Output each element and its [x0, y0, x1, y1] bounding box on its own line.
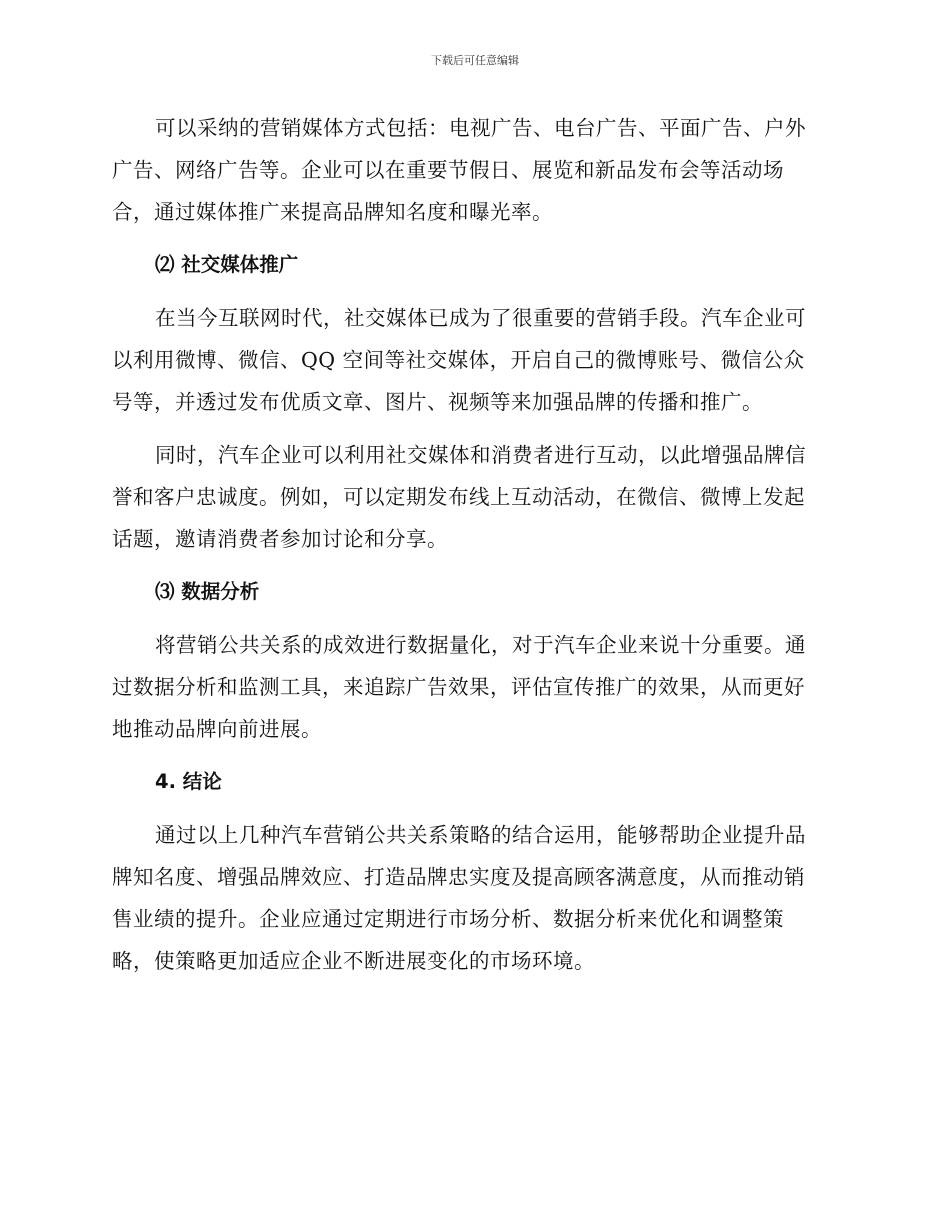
text-line: 誉和客户忠诚度。例如，可以定期发布线上互动活动，在微信、微博上发起: [112, 485, 805, 509]
page-header: 下载后可任意编辑: [431, 54, 519, 67]
text-line: 广告、网络广告等。企业可以在重要节假日、展览和新品发布会等活动场: [112, 158, 784, 182]
text-line: 过数据分析和监测工具，来追踪广告效果，评估宣传推广的效果，从而更好: [112, 675, 805, 699]
text-line: 售业绩的提升。企业应通过定期进行市场分析、数据分析来优化和调整策: [112, 907, 784, 931]
document-body: [112, 107, 832, 982]
paragraph-social-media: [112, 297, 832, 423]
text-line: 同时，汽车企业可以利用社交媒体和消费者进行互动，以此增强品牌信: [155, 443, 806, 467]
text-line: 通过以上几种汽车营销公共关系策略的结合运用，能够帮助企业提升品: [155, 823, 806, 847]
text-line: 话题，邀请消费者参加讨论和分享。: [112, 527, 448, 551]
text-line: 略，使策略更加适应企业不断进展变化的市场环境。: [112, 949, 595, 973]
paragraph-interaction: [112, 434, 832, 560]
section-heading-data-analysis: ⑶ 数据分析: [155, 580, 260, 603]
text-line: 号等，并透过发布优质文章、图片、视频等来加强品牌的传播和推广。: [112, 390, 763, 414]
text-line: 合，通过媒体推广来提高品牌知名度和曝光率。: [112, 200, 553, 224]
paragraph-media-methods: [112, 107, 832, 233]
text-line: 地推动品牌向前进展。: [112, 717, 322, 741]
text-line: 牌知名度、增强品牌效应、打造品牌忠实度及提高顾客满意度，从而推动销: [112, 865, 805, 889]
section-heading-social-media: ⑵ 社交媒体推广: [155, 253, 299, 276]
section-heading-conclusion: 4. 结论: [155, 770, 222, 793]
text-line: 可以采纳的营销媒体方式包括：电视广告、电台广告、平面广告、户外: [155, 116, 806, 140]
paragraph-conclusion: [112, 814, 832, 982]
text-line: 以利用微博、微信、QQ 空间等社交媒体，开启自己的微博账号、微信公众: [112, 348, 805, 372]
text-line: 将营销公共关系的成效进行数据量化，对于汽车企业来说十分重要。通: [155, 633, 806, 657]
paragraph-data-analysis: [112, 624, 832, 750]
text-line: 在当今互联网时代，社交媒体已成为了很重要的营销手段。汽车企业可: [155, 306, 806, 330]
